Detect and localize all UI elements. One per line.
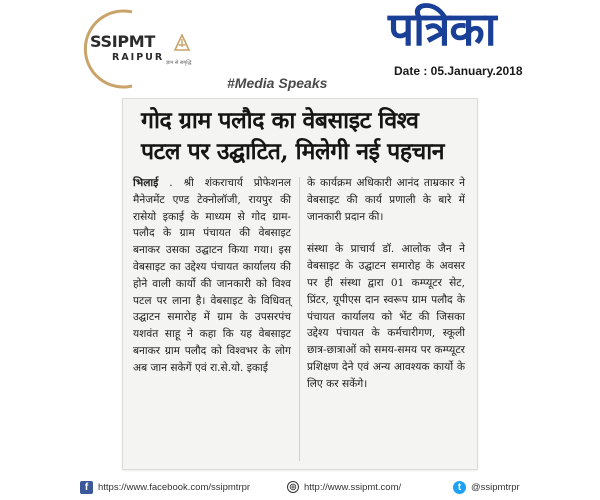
twitter-handle[interactable]: @ssipmtrpr	[471, 482, 520, 493]
ssipmt-logo	[74, 8, 192, 90]
facebook-icon: f	[80, 481, 93, 494]
headline-line-1: गोद ग्राम पलौद का वेबसाइट विश्व	[141, 107, 419, 134]
article-headline	[141, 105, 471, 167]
twitter-icon: t	[453, 481, 466, 494]
media-speaks-hashtag: #Media Speaks	[227, 75, 328, 91]
website-url[interactable]: http://www.ssipmt.com/	[304, 481, 402, 493]
facebook-link[interactable]	[80, 481, 250, 494]
headline-line-2: पटल पर उद्घाटित, मिलेगी नई पहचान	[141, 138, 445, 165]
twitter-link[interactable]	[453, 481, 520, 494]
facebook-url[interactable]: https://www.facebook.com/ssipmtrpr	[98, 482, 251, 493]
left-column-text: . श्री शंकराचार्य प्रोफेशनल मैनेजमेंट एण्ड टेक्नोलॉजी, रायपुर की रासेयो इकाई के माध्यम से गोद ग्राम-पलौद के ग्राम पंचायत की वेबसाइट बनाकर उसका उद्घाटन किया गया। इस वेबसाइट का उद्देश्य पंचायत कार्यालय की होने वाली कार्यो की जानकारी को विश्व पटल पर लाना है। वेबसाइट के विधिवत् उद्घाटन समारोह में ग्राम के उपसरपंच यशवंत साहू ने कहा कि यह वेबसाइट बनाकर ग्राम पलौद को विश्वभर के लोग अब जान सकेगें एवं रा.से.यो. इकाई	[133, 177, 292, 374]
article-column-left	[133, 175, 291, 377]
logo-tagline: ज्ञान से समृद्धि	[166, 60, 192, 66]
right-column-paragraph-2: संस्था के प्राचार्य डॉ. आलोक जैन ने वेबसाइट के उद्घाटन समारोह के अवसर पर ही संस्था द्वारा 01 कम्प्यूटर सेट, प्रिंटर, यूपीएस दान स्वरूप ग्राम पलौद के पंचायत कार्यालय को भेंट की जिसका उद्देश्य पंचायत के कर्मचारीगण, स्कूली छात्र-छात्राओं को समय-समय पर कम्प्यूटर प्रशिक्षण देने एवं अन्य आवश्यक कार्यो के लिए कर सकेंगे।	[307, 243, 465, 390]
right-column-paragraph-1: के कार्यक्रम अधिकारी आनंद ताम्रकार ने वेबसाइट की कार्य प्रणाली के बारे में जानकारी प्रदान की।	[307, 177, 465, 223]
article-column-right	[307, 175, 465, 409]
publication-date: Date : 05.January.2018	[394, 64, 523, 78]
globe-icon: ◎	[287, 481, 299, 493]
article-dateline: भिलाई	[133, 177, 159, 189]
logo-name: SSIPMT	[90, 32, 156, 51]
news-clipping	[122, 98, 478, 470]
newspaper-masthead: पत्रिका	[388, 2, 496, 56]
column-divider	[299, 177, 300, 461]
logo-emblem-icon	[174, 34, 190, 52]
logo-location: RAIPUR	[112, 52, 165, 63]
social-footer	[0, 478, 600, 500]
website-link[interactable]	[287, 481, 401, 493]
